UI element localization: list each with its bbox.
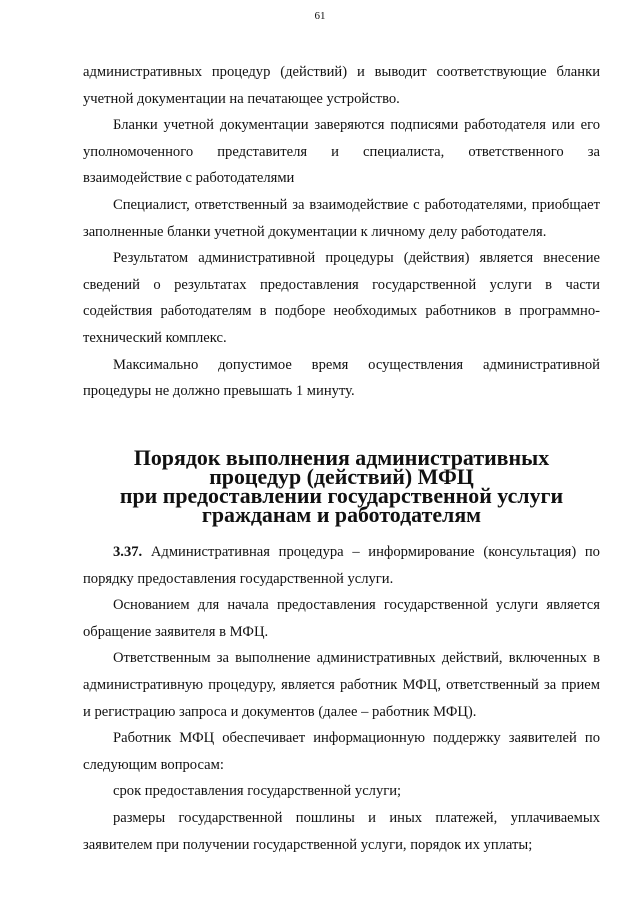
paragraph-responsible: Ответственным за выполнение административных действий, включенных в административную процедуру, является работник МФЦ, ответственный за прием и регистрацию запроса и документов (далее – работник МФЦ).	[83, 650, 600, 720]
paragraph-3-37	[83, 539, 600, 592]
paragraph-result: Результатом административной процедуры (действия) является внесение сведений о результатах предоставления государственной услуги в части содействия работодателям в подборе необходимых работников в программно-технический комплекс.	[83, 250, 600, 346]
top-text-block	[83, 59, 600, 405]
paragraph-signatures: Бланки учетной документации заверяются подписями работодателя или его уполномоченного представителя и специалиста, ответственного за взаимодействие с работодателями	[83, 117, 600, 187]
paragraph-fees: размеры государственной пошлины и иных платежей, уплачиваемых заявителем при получении государственной услуги, порядок их уплаты;	[83, 809, 600, 853]
paragraph-max-time: Максимально допустимое время осуществления административной процедуры не должно превышать 1 минуту.	[83, 356, 600, 400]
clause-text: Административная процедура – информирование (консультация) по порядку предоставления государственной услуги.	[83, 544, 600, 587]
heading-line: процедур (действий) МФЦ	[209, 464, 474, 489]
clause-number: 3.37.	[113, 544, 143, 560]
heading-line: при предоставлении государственной услуги	[119, 483, 564, 508]
paragraph-continuation: административных процедур (действий) и выводит соответствующие бланки учетной документации на печатающее устройство.	[83, 64, 600, 107]
page-number: 61	[314, 10, 326, 22]
heading-line: Порядок выполнения административных	[133, 445, 550, 470]
section-heading	[83, 445, 600, 527]
bottom-text-block	[83, 539, 600, 858]
paragraph-specialist: Специалист, ответственный за взаимодействие с работодателями, приобщает заполненные бланки учетной документации к личному делу работодателя.	[83, 196, 600, 240]
heading-line: гражданам и работодателям	[201, 502, 482, 527]
paragraph-term: срок предоставления государственной услуги;	[113, 783, 402, 800]
paragraph-info-support: Работник МФЦ обеспечивает информационную поддержку заявителей по следующим вопросам:	[83, 730, 600, 773]
paragraph-basis: Основанием для начала предоставления государственной услуги является обращение заявителя в МФЦ.	[83, 597, 600, 640]
